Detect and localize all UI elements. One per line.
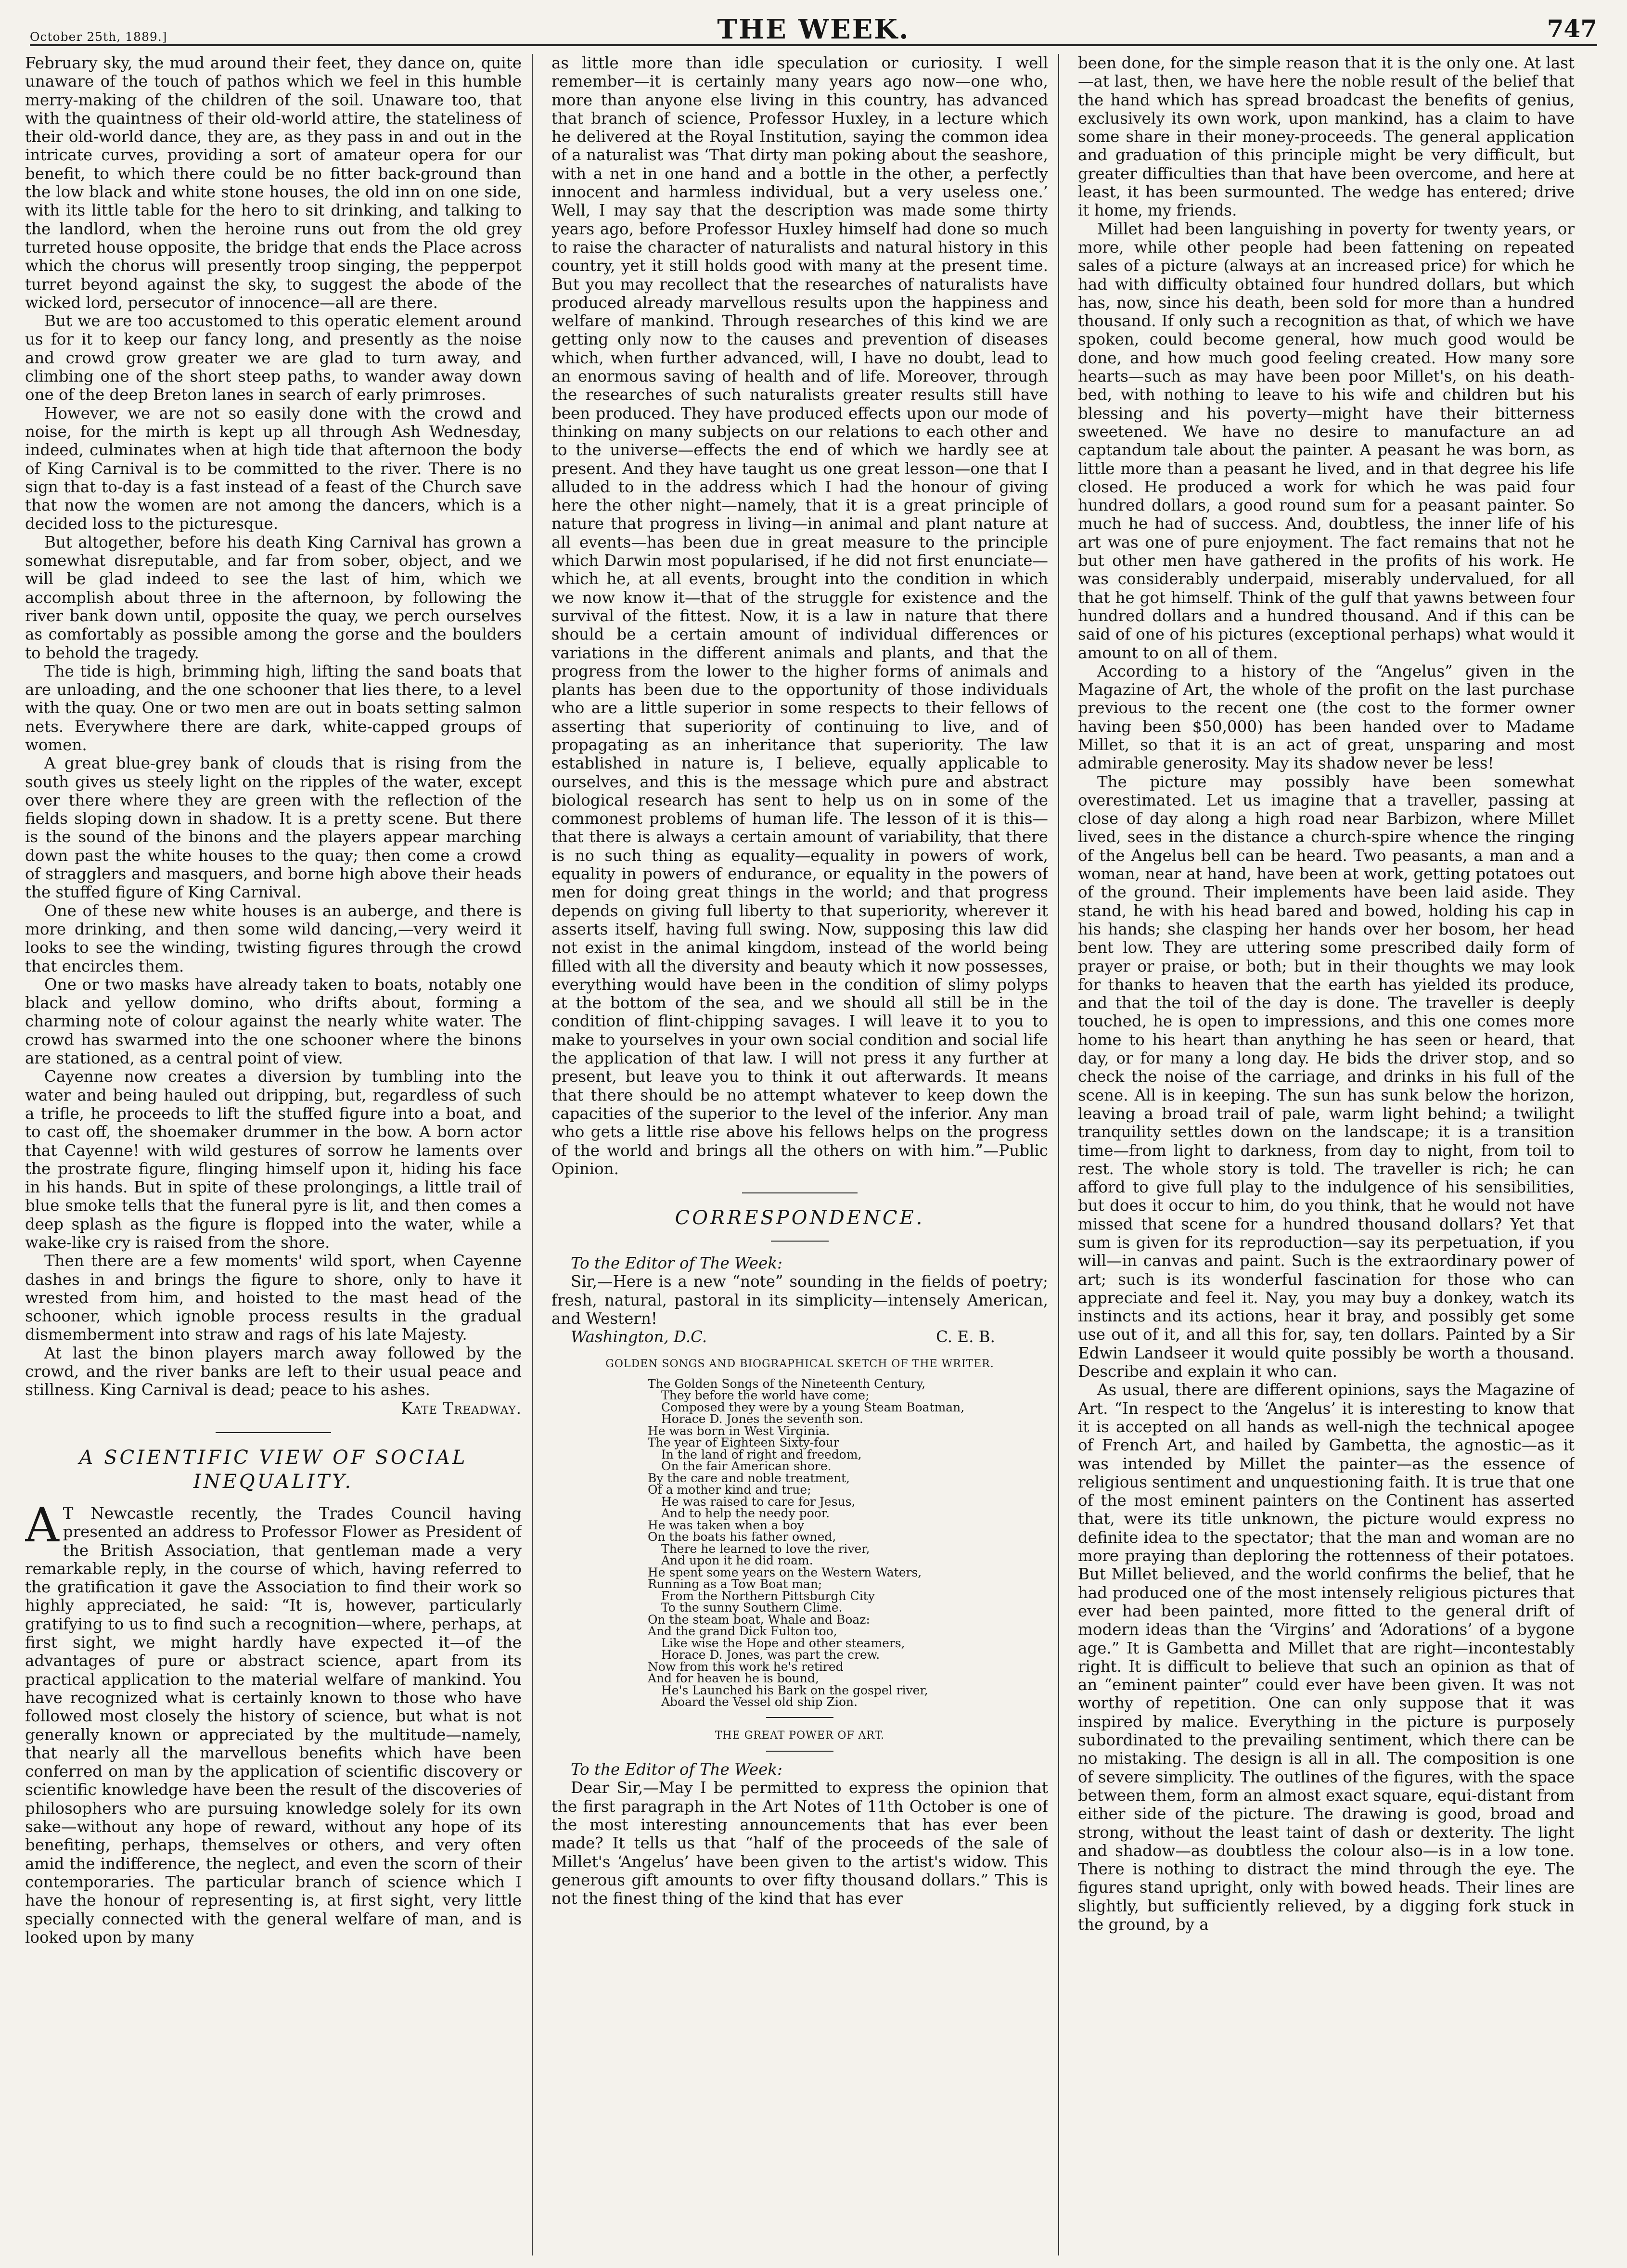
poem-line: He spent some years on the Western Waters, <box>648 1565 922 1579</box>
poem-line: He was born in West Virginia. <box>648 1423 830 1438</box>
article-opening-text: T Newcastle recently, the Trades Council having presented an address to Professor Flower as President of the British Association, that gentleman made a very remarkable reply, in the course of which, having referred to the gratification it gave the Association to find their work so highly appreciated, he said: “It is, however, particularly gratifying to us to find such a recognition—where, perhaps, at first sight, we might hardly have expected it—of the advantages of pure or abstract science, apart from its practical application to the material welfare of mankind. You have recognized what is certainly known to those who have followed most closely the history of science, but what is not generally known or appreciated by the multitude—namely, that nearly all the marvellous benefits which have been conferred on man by the application of scientific discovery or scientific knowledge have been the result of the discoveries of philosophers who are pursuing knowledge solely for its own sake—without any hope of reward, without any hope of its benefiting, perhaps, themselves or others, and very often amid the indifference, the neglect, and even the scorn of their contemporaries. The particular branch of science which I have the honour of representing is, at first sight, very little specially connected with the general welfare of man, and is looked upon by many <box>25 1504 522 1947</box>
poem <box>648 1378 1048 1708</box>
issue-date: October 25th, 1889.] <box>30 30 167 44</box>
poem-line: The Golden Songs of the Nineteenth Century, <box>648 1376 926 1391</box>
poem-line: In the land of right and freedom, <box>661 1447 862 1461</box>
poem-line: Like wise the Hope and other steamers, <box>661 1636 905 1650</box>
letter-heading: THE GREAT POWER OF ART. <box>715 1729 885 1742</box>
poem-line: And to help the needy poor. <box>661 1506 830 1521</box>
drop-cap: A <box>25 1498 59 1553</box>
section-title: CORRESPONDENCE. <box>675 1207 925 1230</box>
paragraph: The picture may possibly have been somewhat overestimated. Let us imagine that a traveller, passing at close of day along a high road near Barbizon, where Millet lived, sees in the distance a church-spire whence the ringing of the Angelus bell can be heard. Two peasants, a man and a woman, near at hand, have been at work, getting potatoes out of the ground. Their implements have been laid aside. They stand, he with his head bared and bowed, holding his cap in his hands; she clasping her hands over her bosom, her head bent low. They are uttering some prescribed daily form of prayer or praise, or both; but in their thoughts we may look for thanks to heaven that the earth has yielded its produce, and that the toil of the day is done. The traveller is deeply touched, he is open to impressions, and this one comes more home to his heart than anything he has seen or heard, that day, or for many a long day. He bids the driver stop, and so check the noise of the carriage, and drinks in his full of the scene. All is in keeping. The sun has sunk below the horizon, leaving a broad trail of pale, warm light behind; a twilight tranquility settles down on the landscape; it is a transition time—from light to darkness, from day to night, from toil to rest. The whole story is told. The traveller is rich; he can afford to give full play to the indulgence of his sensibilities, but does it occur to him, do you think, that he would not have missed that scene for a hundred thousand dollars? Yet that sum is given for its reproduction—say its perpetuation, if you will—in canvas and paint. Such is the extraordinary power of art; such is its wonderful fascination for those who can appreciate and feel it. Nay, you may buy a donkey, watch its instincts and its actions, hear it bray, and possibly get some use out of it, and all this for, say, ten dollars. Painted by a Sir Edwin Landseer it would quite possibly be worth a thousand. Describe and explain it who can. <box>1078 772 1575 1381</box>
article-divider <box>216 1432 331 1433</box>
paragraph: However, we are not so easily done with the crowd and noise, for the mirth is kept up all through Ash Wednesday, indeed, culminates when at high tide that afternoon the body of King Carnival is to be committed to the river. There is no sign that to-day is a fast instead of a feast of the Church save that now the women are not among the dancers, which is a decided loss to the picturesque. <box>25 404 522 533</box>
section-divider <box>742 1192 858 1193</box>
poem-title: GOLDEN SONGS AND BIOGRAPHICAL SKETCH OF THE WRITER. <box>605 1358 994 1370</box>
paragraph: Then there are a few moments' wild sport, when Cayenne dashes in and brings the figure to shore, only to have it wrested from him, and hoisted to the mast head of the schooner, which ignoble process results in the gradual dismemberment into straw and rags of his late Majesty. <box>25 1252 522 1344</box>
poem-line: On the boats his father owned, <box>648 1530 836 1544</box>
paragraph: Millet had been languishing in poverty for twenty years, or more, while other people had been fattening on repeated sales of a picture (always at an increased price) for which he had with difficulty obtained four hundred dollars, but which has, now, since his death, been sold for more than a hundred thousand. If only such a recognition as that, of which we have spoken, could become general, how much good would be done, and how much good feeling created. How many sore hearts—such as may have been poor Millet's, on his death-bed, with nothing to leave to his wife and children but his blessing and his poverty—might have their bitterness sweetened. We have no desire to manufacture an ad captandum tale about the painter. A peasant he was born, as little more than a peasant he lived, and in that degree his life closed. He produced a work for which he was paid four hundred dollars, a good round sum for a peasant painter. So much he had of success. And, doubtless, the inner life of his art was one of pure enjoyment. The fact remains that not he but other men have gathered in the profits of his work. He was considerably underpaid, miserably undervalued, for all that he got himself. Think of the gulf that yawns between four hundred dollars and a hundred thousand. And if this can be said of one of his pictures (exceptional perhaps) what would it amount to on all of them. <box>1078 219 1575 662</box>
page-header <box>30 11 1597 46</box>
paragraph: A great blue-grey bank of clouds that is rising from the south gives us steely light on the ripples of the water, except over there where they are green with the reflection of the fields sloping down in shadow. It is a pretty scene. But there is the sound of the binons and the players appear marching down past the white houses to the quay; then come a crowd of stragglers and masquers, and borne high above their heads the stuffed figure of King Carnival. <box>25 754 522 902</box>
letter-body: Sir,—Here is a new “note” sounding in the fields of poetry; fresh, natural, pastoral in its simplicity—intensely American, and Western! <box>551 1272 1048 1328</box>
column-rule-right <box>1058 54 1059 2255</box>
article-title: A SCIENTIFIC VIEW OF SOCIAL INEQUALITY. <box>79 1446 468 1493</box>
letter-salutation: To the Editor of The Week: <box>571 1760 782 1779</box>
poem-line: They before the world have come; <box>661 1388 870 1403</box>
poem-line: He was raised to care for Jesus, <box>661 1494 856 1509</box>
poem-line: The year of Eighteen Sixty-four <box>648 1435 839 1450</box>
paragraph: But altogether, before his death King Carnival has grown a somewhat disreputable, and far from sober, object, and we will be glad indeed to see the last of him, which we accomplish about three in the afternoon, by following the river bank down until, opposite the quay, we perch ourselves as comfortably as possible among the gorse and the boulders to behold the tragedy. <box>25 533 522 662</box>
paragraph: As usual, there are different opinions, says the Magazine of Art. “In respect to the ‘Angelus’ it is interesting to know that it is accepted on all hands as well-nigh the technical apogee of French Art, and hailed by Gambetta, the agnostic—as it was intended by Millet the painter—as the essence of religious sentiment and unquestioning faith. It is true that one of the most eminent painters on the Continent has asserted that, were its title unknown, the picture would express no definite idea to the spectator; that the man and woman are no more praying than deploring the rottenness of their potatoes. But Millet believed, and the world confirms the belief, that he had produced one of the most intensely religious pictures that ever had been painted, more fitted to the general drift of modern ideas than the ‘Virgins’ and ‘Adorations’ of a bygone age.” It is Gambetta and Millet that are right—incontestably right. It is difficult to believe that such an opinion as that of an “eminent painter” could ever have been given. It was not worthy of repetition. One can only suppose that it was inspired by malice. Everything in the picture is purposely subordinated to the prevailing sentiment, which there can be no mistaking. The design is all in all. The composition is one of severe simplicity. The outlines of the figures, with the space between them, form an almost exact square, equi-distant from either side of the picture. The drawing is good, broad and strong, without the least taint of dash or dexterity. The light and shadow—as doubtless the colour also—is in a low tone. There is nothing to distract the mind through the eye. The figures stand upright, only with bowed heads. Their lines are slightly, but sufficiently relieved, by a digging fork stuck in the ground, by a <box>1078 1381 1575 1934</box>
author-signature: Kate Treadway. <box>401 1399 522 1418</box>
poem-line: He was taken when a boy <box>648 1518 804 1532</box>
letter-body: Dear Sir,—May I be permitted to express the opinion that the first paragraph in the Art Notes of 11th October is one of the most interesting announcements that has ever been made? It tells us that “half of the proceeds of the sale of Millet's ‘Angelus’ have been given to the artist's widow. This generous gift amounts to over fifty thousand dollars.” This is not the finest thing of the kind that has ever <box>551 1779 1048 1908</box>
paragraph: But we are too accustomed to this operatic element around us for it to keep our fancy long, and presently as the noise and crowd grow greater we are glad to turn away, and climbing one of the short steep paths, to wander away down one of the deep Breton lanes in search of early primroses. <box>25 312 522 404</box>
masthead-title: THE WEEK. <box>717 13 910 45</box>
poem-line: Horace D. Jones the seventh son. <box>661 1412 863 1426</box>
paragraph: as little more than idle speculation or curiosity. I well remember—it is certainly many years ago now—one who, more than anyone else living in this country, has advanced that branch of science, Professor Huxley, in a lecture which he delivered at the Royal Institution, saying the common idea of a naturalist was ‘That dirty man poking about the seashore, with a net in one hand and a bottle in the other, a perfectly innocent and harmless individual, but a very useless one.’ Well, I may say that the description was made some thirty years ago, before Professor Huxley himself had done so much to raise the character of naturalists and natural history in this country, yet it still holds good with many at the present time. But you may recollect that the researches of naturalists have produced already marvellous results upon the happiness and welfare of mankind. Through researches of this kind we are getting only now to the causes and prevention of diseases which, when further advanced, will, I have no doubt, lead to an enormous saving of health and of life. Moreover, through the researches of such naturalists greater results still have been produced. They have produced effects upon our mode of thinking on many subjects on our relations to each other and to the universe—effects the end of which we hardly see at present. And they have taught us one great lesson—one that I alluded to in the address which I had the honour of giving here the other night—namely, that it is a great principle of nature that progress in living—in animal and plant nature at all events—has been due in great measure to the principle which Darwin most popularised, if he did not first enunciate—which he, at all events, brought into the condition in which we now know it—that of the struggle for existence and the survival of the fittest. Now, it is a law in nature that there should be a certain amount of individual differences or variations in the different animals and plants, and that the progress from the lower to the higher forms of animals and plants has been due to the opportunity of those individuals who are a little superior in some respects to their fellows of asserting that superiority of continuing to live, and of propagating as an inheritance that superiority. The law established in nature is, I believe, equally applicable to ourselves, and this is the message which pure and abstract biological research has sent to help us on in some of the commonest problems of human life. The lesson of it is this—that there is always a certain amount of variability, that there is no such thing as equality—equality in powers of work, equality in powers of endurance, or equality in the powers of men for doing great things in the world; and that progress depends on giving full liberty to that superiority, wherever it asserts itself, having full swing. Now, supposing this law did not exist in the animal kingdom, instead of the world being filled with all the diversity and beauty which it now possesses, everything would have been in the condition of slimy polyps at the bottom of the sea, and we should all still be in the condition of flint-chipping savages. I will leave it to you to make to yourselves in your own social condition and social life the application of that law. I will not press it any further at present, but leave you to think it out afterwards. It means that there should be no attempt whatever to keep down the capacities of the superior to the level of the inferior. Any man who gets a little rise above his fellows helps on the progress of the world and brings all the others on with him.”—Public Opinion. <box>551 54 1048 1178</box>
poem-line: And upon it he did roam. <box>661 1553 813 1568</box>
letter-place: Washington, D.C. <box>571 1328 707 1346</box>
poem-line: And the grand Dick Fulton too, <box>648 1624 837 1639</box>
paragraph: According to a history of the “Angelus” given in the Magazine of Art, the whole of the profit on the last purchase previous to the recent one (the cost to the former owner having been $50,000) has been handed over to Madame Millet, so that it is an act of great, unsparing and most admirable generosity. May its shadow never be less! <box>1078 662 1575 773</box>
paragraph: The tide is high, brimming high, lifting the sand boats that are unloading, and the one schooner that lies there, to a level with the quay. One or two men are out in boats setting salmon nets. Everywhere there are dark, white-capped groups of women. <box>25 662 522 754</box>
column-2 <box>551 54 1048 2255</box>
paragraph: One of these new white houses is an auberge, and there is more drinking, and then some wild dancing,—very weird it looks to see the winding, twisting figures through the crowd that encircles them. <box>25 901 522 975</box>
letter-initials: C. E. B. <box>936 1328 995 1346</box>
letter-divider <box>766 1751 833 1752</box>
column-1 <box>25 54 522 2255</box>
poem-line: Composed they were by a young Steam Boatman, <box>661 1400 965 1414</box>
poem-line: To the sunny Southern Clime. <box>661 1601 843 1615</box>
poem-line: Of a mother kind and true; <box>648 1483 811 1497</box>
section-divider-short <box>771 1241 829 1242</box>
column-rule-left <box>532 54 533 2255</box>
poem-line: On the fair American shore. <box>661 1459 832 1474</box>
poem-line: And for heaven he is bound, <box>648 1671 819 1686</box>
letter-dateline <box>571 1328 1048 1346</box>
letter-divider <box>766 1717 833 1718</box>
poem-line: Now from this work he's retired <box>648 1659 844 1674</box>
column-3 <box>1078 54 1575 2255</box>
poem-line: There he learned to love the river, <box>661 1541 870 1556</box>
paragraph: One or two masks have already taken to boats, notably one black and yellow domino, who drifts about, forming a charming note of colour against the nearly white water. The crowd has swarmed into the one schooner where the binons are stationed, as a central point of view. <box>25 975 522 1068</box>
paragraph: Cayenne now creates a diversion by tumbling into the water and being hauled out dripping, but, regardless of such a trifle, he proceeds to lift the stuffed figure into a boat, and to cast off, the shoemaker drummer in the bow. A born actor that Cayenne! with wild gestures of sorrow he laments over the prostrate figure, flinging himself upon it, hiding his face in his hands. But in spite of these prolongings, a little trail of blue smoke tells that the funeral pyre is lit, and then comes a deep splash as the figure is flopped into the water, while a wake-like cry is raised from the shore. <box>25 1067 522 1252</box>
poem-line: Aboard the Vessel old ship Zion. <box>661 1695 858 1709</box>
poem-line: From the Northern Pittsburgh City <box>661 1589 875 1603</box>
paragraph: February sky, the mud around their feet, they dance on, quite unaware of the touch of pathos which we feel in this humble merry-making of the children of the soil. Unaware too, that with the quaintness of their old-world attire, the stateliness of their old-world dance, they are, as they pass in and out in the intricate curves, providing a sort of amateur opera for our benefit, to which there could be no fitter back-ground than the low black and white stone houses, the old inn on one side, with its little table for the hero to sit drinking, and talking to the landlord, when the heroine runs out from the old grey turreted house opposite, the bridge that ends the Place across which the chorus will presently troop singing, the pepperpot turret beyond against the sky, to suggest the abode of the wicked lord, persecutor of innocence—all are there. <box>25 54 522 312</box>
page-number: 747 <box>1547 14 1597 43</box>
poem-line: He's Launched his Bark on the gospel river, <box>661 1683 928 1697</box>
letter-salutation: To the Editor of The Week: <box>571 1254 782 1273</box>
article-opening-paragraph <box>25 1498 522 1947</box>
poem-line: Running as a Tow Boat man; <box>648 1577 822 1591</box>
paragraph: At last the binon players march away followed by the crowd, and the river banks are left to their usual peace and stillness. King Carnival is dead; peace to his ashes. <box>25 1344 522 1399</box>
paragraph: been done, for the simple reason that it is the only one. At last—at last, then, we have here the noble result of the belief that the hand which has spread broadcast the benefits of genius, exclusively its own work, upon mankind, has a claim to have some share in their money-proceeds. The general application and graduation of this principle might be very difficult, but greater difficulties than that have been overcome, and here at least, it has been surmounted. The wedge has entered; drive it home, my friends. <box>1078 54 1575 220</box>
poem-line: By the care and noble treatment, <box>648 1471 850 1485</box>
poem-line: On the steam boat, Whale and Boaz: <box>648 1612 870 1627</box>
poem-line: Horace D. Jones, was part the crew. <box>661 1648 880 1662</box>
